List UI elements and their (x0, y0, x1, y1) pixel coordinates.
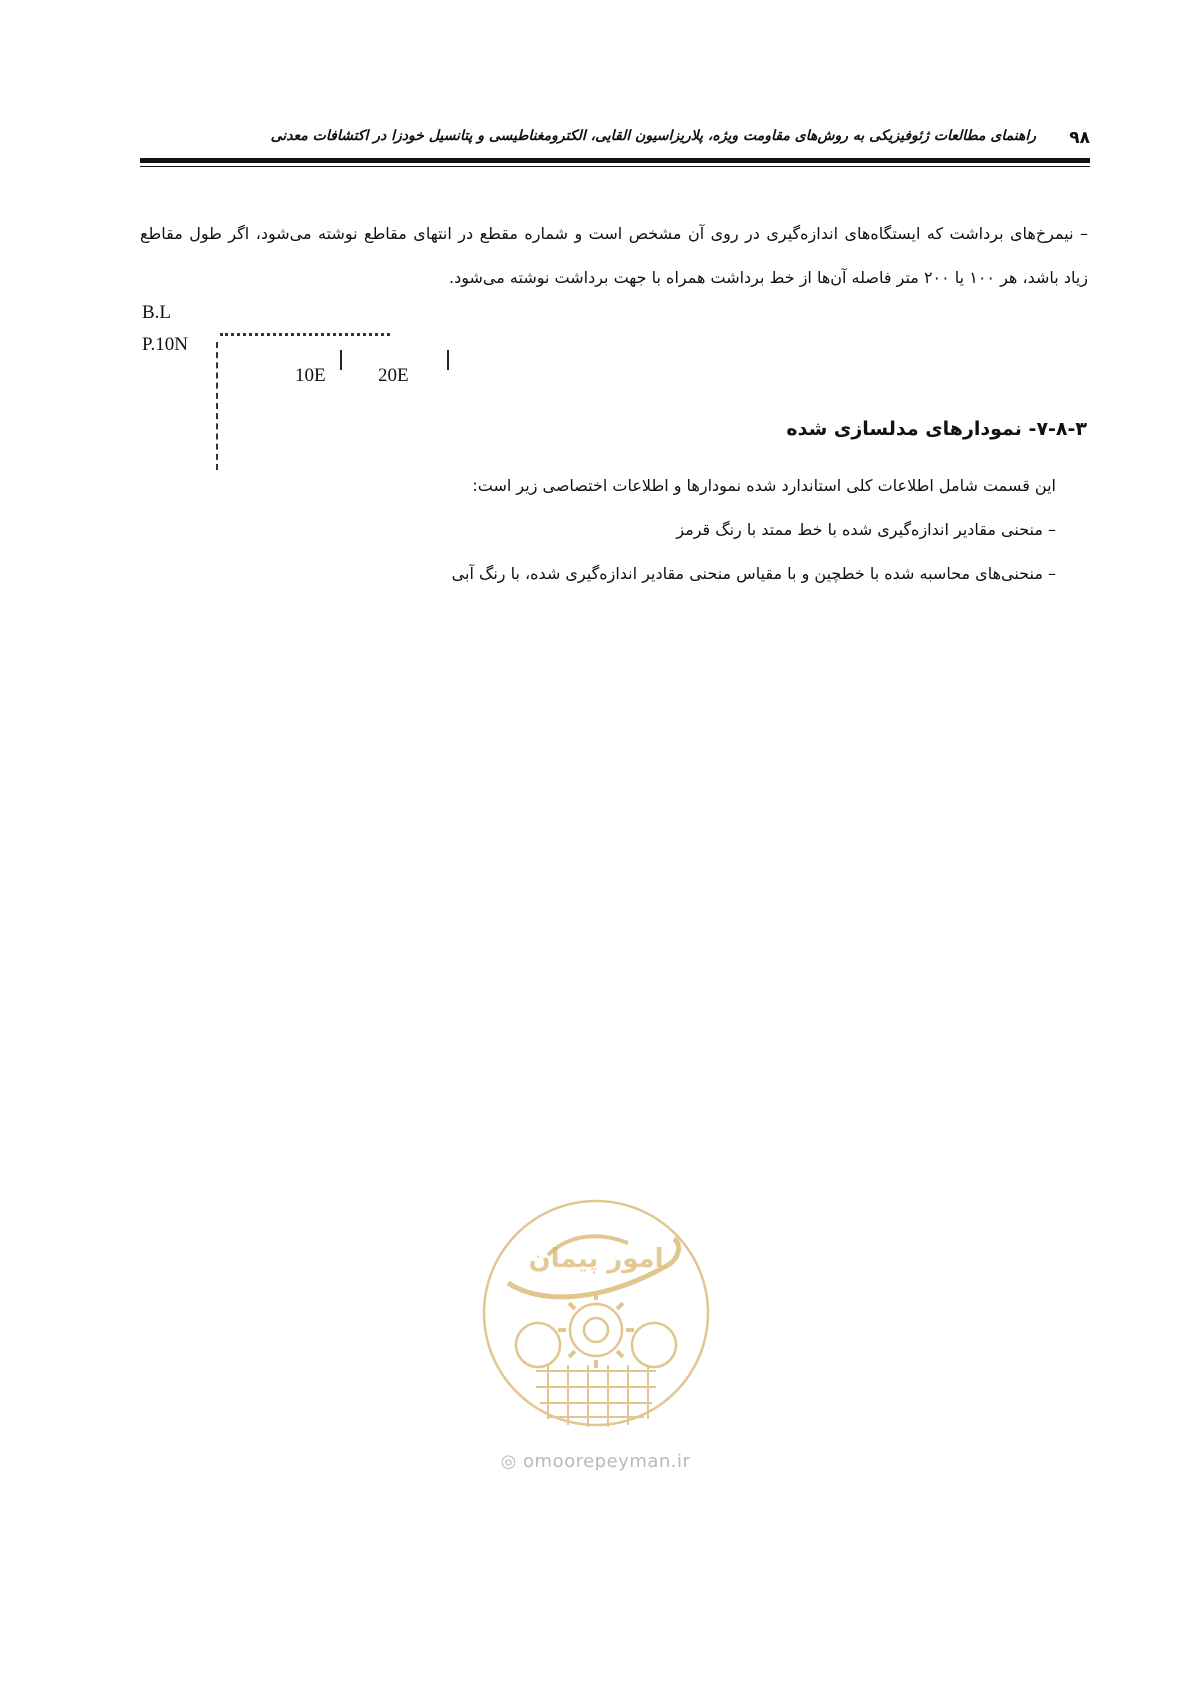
station-label-10e: 10E (295, 365, 326, 386)
section-intro: این قسمت شامل اطلاعات کلی استاندارد شده نمودارها و اطلاعات اختصاصی زیر است: (472, 476, 1056, 495)
baseline-label: B.L (142, 302, 172, 323)
header-rule-thick (140, 158, 1090, 163)
logo-grid (536, 1365, 656, 1427)
list-item: – منحنی مقادیر اندازه‌گیری شده با خط ممتد با رنگ قرمز (676, 520, 1056, 539)
globe-icon: ◎ (500, 1451, 517, 1472)
station-label-20e: 20E (378, 365, 409, 386)
section-heading: ۷-۸-۳- نمودارهای مدلسازی شده (786, 418, 1087, 440)
station-tick-20e (447, 350, 449, 370)
header-rule-thin (140, 166, 1090, 167)
profile-dotted-line (220, 333, 390, 340)
watermark-site (0, 1451, 1191, 1472)
gear-icon (570, 1304, 622, 1356)
list-item: – منحنی‌های محاسبه شده با خطچین و با مقیاس منحنی مقادیر اندازه‌گیری شده، با رنگ آبی (451, 564, 1056, 583)
gear-hub-icon (584, 1318, 608, 1342)
page-header (140, 128, 1090, 152)
profile-label: P.10N (142, 334, 188, 355)
excavator-gear-icon (632, 1323, 676, 1367)
page-number: ۹۸ (1069, 128, 1090, 148)
baseline-dashed-line (216, 342, 218, 470)
station-tick-10e (340, 350, 342, 370)
logo-text: امور پیمان (528, 1244, 664, 1274)
scales-gear-icon (516, 1323, 560, 1367)
watermark-url: omoorepeyman.ir (523, 1451, 691, 1472)
body-paragraph: – نیمرخ‌های برداشت که ایستگاه‌های اندازه‌گیری در روی آن مشخص است و شماره مقطع در انتهای مقاطع نوشته می‌شود، اگر طول مقاطع زیاد باشد، هر ۱۰۰ یا ۲۰۰ متر فاصله آن‌ها از خط برداشت همراه با جهت برداشت نوشته می‌شود. (140, 224, 1088, 287)
watermark-logo (478, 1195, 714, 1431)
running-title: راهنمای مطالعات ژئوفیزیکی به روش‌های مقاومت ویژه، پلاریزاسیون القایی، الکترومغناطیسی و پتانسیل خودزا در اکتشافات معدنی (270, 128, 1036, 144)
